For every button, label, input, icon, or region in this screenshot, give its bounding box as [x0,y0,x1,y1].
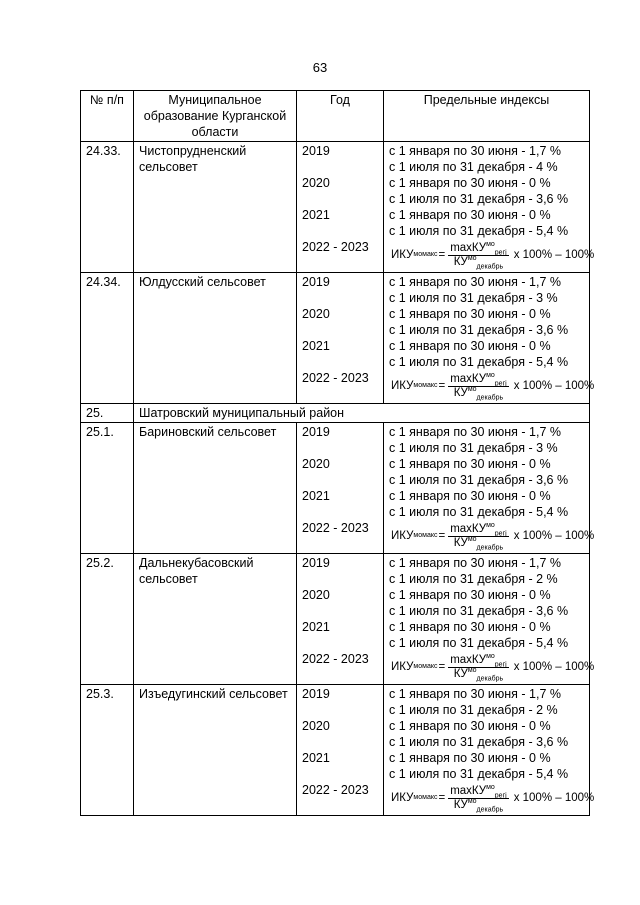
index-line: с 1 июля по 31 декабря - 5,4 % [389,636,569,650]
year-spacer [302,472,378,488]
index-line: с 1 января по 30 июня - 1,7 % [389,556,561,570]
formula-den-sub: декабрь [476,805,504,813]
formula-den-text: КУ [453,255,468,268]
formula-tail: x 100% – 100% [513,530,595,542]
table-header-row [81,91,590,142]
years-cell [297,554,384,685]
formula-num-sup: мо [486,240,495,248]
formula: ИКУ мо макс = $\frac{\max КУ^{мо}_{регj}}{КУ^{мо}_{декабрь}}$ x 100% – 100% [391,521,595,551]
year-label: 2021 [302,208,330,222]
municipality-name: Чистопрудненский сельсовет [134,142,297,273]
formula-numerator [448,242,508,256]
formula-num-text: maxКУ [450,522,487,535]
years-cell [297,685,384,816]
formula-den-text: КУ [453,667,468,680]
index-line: с 1 января по 30 июня - 1,7 % [389,144,561,158]
formula-num-text: maxКУ [450,784,487,797]
formula-num-text: maxКУ [450,653,487,666]
index-line: с 1 января по 30 июня - 1,7 % [389,425,561,439]
indexes-cell [384,554,595,685]
index-line: с 1 июля по 31 декабря - 3,6 % [389,192,569,206]
indexes-cell [384,423,595,554]
index-line: с 1 января по 30 июня - 0 % [389,339,551,353]
formula-eq: = [438,792,446,804]
years-cell [297,273,384,404]
formula-eq: = [438,530,446,542]
formula-den-sub: декабрь [476,262,504,270]
indexes-table [80,90,595,816]
index-line: с 1 июля по 31 декабря - 3,6 % [389,323,569,337]
row-number: 24.34. [81,273,134,404]
municipality-name: Дальнекубасовский сельсовет [134,554,297,685]
indexes-cell [384,142,595,273]
index-line: с 1 января по 30 июня - 1,7 % [389,687,561,701]
year-label: 2020 [302,588,330,602]
index-line: с 1 июля по 31 декабря - 3,6 % [389,604,569,618]
years-cell [297,423,384,554]
row-number: 24.33. [81,142,134,273]
table-row [81,273,590,404]
year-label: 2019 [302,144,330,158]
index-line: с 1 января по 30 июня - 0 % [389,307,551,321]
formula-lhs: ИКУ [391,661,414,673]
formula-denominator [452,537,506,550]
formula-den-text: КУ [453,386,468,399]
municipality-name: Изъедугинский сельсовет [134,685,297,816]
formula-denominator [452,668,506,681]
indexes-cell [384,685,595,816]
year-label: 2022 - 2023 [302,783,369,797]
year-spacer [302,571,378,587]
formula-denominator [452,799,506,812]
formula-denominator [452,256,506,269]
formula-den-sup: мо [467,254,477,262]
index-line: с 1 января по 30 июня - 0 % [389,208,551,222]
index-line: с 1 января по 30 июня - 0 % [389,176,551,190]
index-line: с 1 июля по 31 декабря - 5,4 % [389,224,569,238]
year-label: 2020 [302,307,330,321]
row-number: 25.3. [81,685,134,816]
formula-num-text: maxКУ [450,372,487,385]
formula-fraction [448,523,508,550]
formula-num-sub: регj [494,529,507,537]
row-number: 25. [81,404,134,423]
formula-den-sub: декабрь [476,674,504,682]
year-spacer [302,191,378,207]
year-spacer [302,504,378,520]
formula-den-sup: мо [467,666,477,674]
table-row [81,685,590,816]
index-line: с 1 июля по 31 декабря - 4 % [389,160,558,174]
header-year: Год [297,91,384,142]
index-line: с 1 июля по 31 декабря - 3,6 % [389,735,569,749]
formula-fraction [448,242,508,269]
formula-numerator [448,373,508,387]
index-line: с 1 июля по 31 декабря - 5,4 % [389,505,569,519]
years-cell [297,142,384,273]
section-name: Шатровский муниципальный район [134,404,590,423]
formula-eq: = [438,249,446,261]
year-spacer [302,766,378,782]
formula-den-sub: декабрь [476,393,504,401]
formula-num-sub: регj [494,660,507,668]
formula-lhs: ИКУ [391,380,414,392]
index-line: с 1 января по 30 июня - 1,7 % [389,275,561,289]
municipality-name: Юлдусский сельсовет [134,273,297,404]
formula-den-sup: мо [467,535,477,543]
index-line: с 1 июля по 31 декабря - 3 % [389,441,558,455]
formula-lhs: ИКУ [391,249,414,261]
year-label: 2022 - 2023 [302,371,369,385]
index-line: с 1 января по 30 июня - 0 % [389,719,551,733]
year-label: 2022 - 2023 [302,521,369,535]
formula-num-sup: мо [486,783,495,791]
formula-num-text: maxКУ [450,241,487,254]
year-spacer [302,603,378,619]
formula-num-sup: мо [486,652,495,660]
index-line: с 1 января по 30 июня - 0 % [389,588,551,602]
formula: ИКУ мо макс = $\frac{\max КУ^{мо}_{регj}}{КУ^{мо}_{декабрь}}$ x 100% – 100% [391,652,595,682]
formula-numerator [448,785,508,799]
year-spacer [302,290,378,306]
header-municipality: Муниципальное образование Курганской области [134,91,297,142]
table-row [81,554,590,685]
index-line: с 1 января по 30 июня - 0 % [389,620,551,634]
formula-den-sub: декабрь [476,543,504,551]
formula-denominator [452,387,506,400]
formula-lhs: ИКУ [391,792,414,804]
year-spacer [302,702,378,718]
formula-numerator [448,654,508,668]
header-indexes: Предельные индексы [384,91,590,142]
formula: ИКУ мо макс = $\frac{\max КУ^{мо}_{регj}}{КУ^{мо}_{декабрь}}$ x 100% – 100% [391,783,595,813]
index-line: с 1 января по 30 июня - 0 % [389,751,551,765]
table-row [81,423,590,554]
year-label: 2020 [302,719,330,733]
formula-den-sup: мо [467,385,477,393]
year-label: 2019 [302,275,330,289]
formula-eq: = [438,380,446,392]
formula-fraction [448,373,508,400]
year-spacer [302,734,378,750]
year-label: 2021 [302,489,330,503]
formula-numerator [448,523,508,537]
year-spacer [302,322,378,338]
year-label: 2021 [302,620,330,634]
year-spacer [302,223,378,239]
formula-tail: x 100% – 100% [513,380,595,392]
indexes-cell [384,273,595,404]
year-spacer [302,440,378,456]
index-line: с 1 июля по 31 декабря - 2 % [389,572,558,586]
header-number: № п/п [81,91,134,142]
formula-fraction [448,654,508,681]
index-line: с 1 июля по 31 декабря - 2 % [389,703,558,717]
formula-num-sub: регj [494,791,507,799]
formula-den-text: КУ [453,798,468,811]
formula: ИКУ мо макс = $\frac{\max КУ^{мо}_{регj}}{КУ^{мо}_{декабрь}}$ x 100% – 100% [391,240,595,270]
year-label: 2020 [302,176,330,190]
year-spacer [302,635,378,651]
year-label: 2019 [302,556,330,570]
year-label: 2022 - 2023 [302,652,369,666]
formula-tail: x 100% – 100% [513,792,595,804]
formula-eq: = [438,661,446,673]
section-row [81,404,590,423]
table-row [81,142,590,273]
index-line: с 1 июля по 31 декабря - 5,4 % [389,767,569,781]
formula-tail: x 100% – 100% [513,249,595,261]
year-spacer [302,354,378,370]
table-body [81,142,595,816]
index-line: с 1 июля по 31 декабря - 3,6 % [389,473,569,487]
year-label: 2022 - 2023 [302,240,369,254]
formula-den-text: КУ [453,536,468,549]
year-label: 2020 [302,457,330,471]
municipality-name: Бариновский сельсовет [134,423,297,554]
formula-lhs: ИКУ [391,530,414,542]
index-line: с 1 января по 30 июня - 0 % [389,457,551,471]
row-number: 25.1. [81,423,134,554]
formula-fraction [448,785,508,812]
index-line: с 1 июля по 31 декабря - 5,4 % [389,355,569,369]
year-label: 2019 [302,687,330,701]
formula-tail: x 100% – 100% [513,661,595,673]
formula-den-sup: мо [467,797,477,805]
index-line: с 1 января по 30 июня - 0 % [389,489,551,503]
formula-num-sup: мо [486,521,495,529]
year-label: 2021 [302,339,330,353]
formula-num-sub: регj [494,248,507,256]
formula-num-sup: мо [486,371,495,379]
row-number: 25.2. [81,554,134,685]
year-label: 2021 [302,751,330,765]
page-number: 63 [312,60,328,75]
year-label: 2019 [302,425,330,439]
formula-num-sub: регj [494,379,507,387]
index-line: с 1 июля по 31 декабря - 3 % [389,291,558,305]
year-spacer [302,159,378,175]
formula: ИКУ мо макс = $\frac{\max КУ^{мо}_{регj}}{КУ^{мо}_{декабрь}}$ x 100% – 100% [391,371,595,401]
